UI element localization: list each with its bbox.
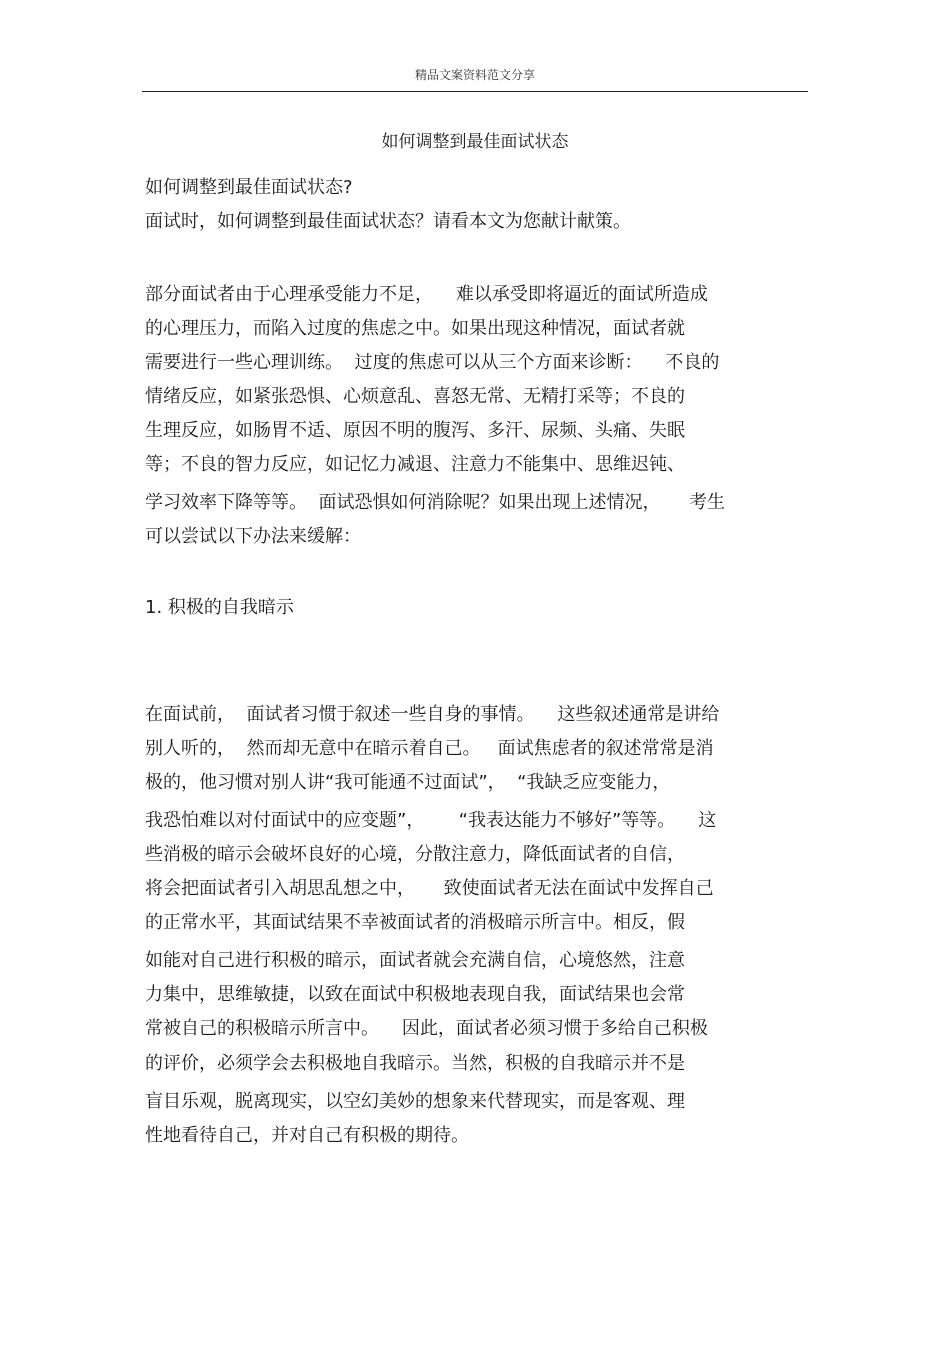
paragraph-line: 如能对自己进行积极的暗示，面试者就会充满自信，心境悠然，注意 [145, 950, 685, 971]
paragraph-line: 极的，他习惯对别人讲“我可能通不过面试”， “我缺乏应变能力， [145, 772, 671, 793]
paragraph-line: 的正常水平，其面试结果不幸被面试者的消极暗示所言中。相反，假 [145, 912, 685, 933]
paragraph-line: 常被自己的积极暗示所言中。 因此，面试者必须习惯于多给自己积极 [145, 1018, 708, 1039]
paragraph-line: 情绪反应，如紧张恐惧、心烦意乱、喜怒无常、无精打采等；不良的 [145, 386, 685, 407]
intro-line: 面试时，如何调整到最佳面试状态？请看本文为您献计献策。 [145, 211, 631, 232]
document-title: 如何调整到最佳面试状态 [381, 132, 569, 152]
paragraph-line: 的心理压力，而陷入过度的焦虑之中。如果出现这种情况，面试者就 [145, 318, 685, 339]
paragraph-line: 等；不良的智力反应，如记忆力减退、注意力不能集中、思维迟钝、 [145, 454, 685, 475]
paragraph-line: 将会把面试者引入胡思乱想之中， 致使面试者无法在面试中发挥自己 [145, 878, 714, 899]
paragraph-line: 别人听的， 然而却无意中在暗示着自己。 面试焦虑者的叙述常常是消 [145, 738, 714, 759]
header-divider [142, 91, 808, 92]
intro-line: 如何调整到最佳面试状态? [145, 177, 353, 198]
paragraph-line: 我恐怕难以对付面试中的应变题”， “我表达能力不够好”等等。 这 [145, 810, 717, 831]
paragraph-line: 生理反应，如肠胃不适、原因不明的腹泻、多汗、尿频、头痛、失眠 [145, 420, 685, 441]
page-header-text: 精品文案资料范文分享 [414, 68, 535, 82]
paragraph-line: 力集中，思维敏捷，以致在面试中积极地表现自我，面试结果也会常 [145, 984, 685, 1005]
section-heading: 1. 积极的自我暗示 [145, 597, 294, 618]
paragraph-line: 学习效率下降等等。 面试恐惧如何消除呢？如果出现上述情况， 考生 [145, 492, 726, 513]
paragraph-line: 需要进行一些心理训练。 过度的焦虑可以从三个方面来诊断： 不良的 [145, 352, 720, 373]
paragraph-line: 性地看待自己，并对自己有积极的期待。 [145, 1125, 469, 1146]
paragraph-line: 在面试前， 面试者习惯于叙述一些自身的事情。 这些叙述通常是讲给 [145, 704, 720, 725]
paragraph-line: 盲目乐观，脱离现实，以空幻美妙的想象来代替现实，而是客观、理 [145, 1091, 685, 1112]
paragraph-line: 的评价，必须学会去积极地自我暗示。当然，积极的自我暗示并不是 [145, 1053, 685, 1074]
paragraph-line: 可以尝试以下办法来缓解： [145, 526, 361, 547]
paragraph-line: 部分面试者由于心理承受能力不足， 难以承受即将逼近的面试所造成 [145, 284, 708, 305]
paragraph-line: 些消极的暗示会破坏良好的心境，分散注意力，降低面试者的自信， [145, 844, 685, 865]
